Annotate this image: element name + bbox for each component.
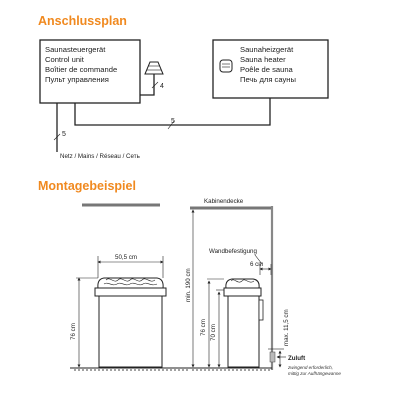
sensor-cable-number: 4 <box>160 83 164 90</box>
heater-cable-number: 5 <box>171 118 175 125</box>
air-inlet-note-2: mittig zur Aufhängewanne <box>288 371 341 376</box>
gap-dimension-label: 6 cm <box>250 261 264 268</box>
min-height-label: min. 190 cm <box>185 268 192 302</box>
heater-height-label: 76 cm <box>70 323 77 340</box>
mains-label: Netz / Mains / Réseau / Сеть <box>60 153 140 160</box>
wall-mount-height-label: 70 cm <box>210 324 217 341</box>
air-inlet-height-label: max. 11,5 cm <box>283 309 290 346</box>
heater-side-view <box>224 279 263 367</box>
air-inlet-note-1: zwingend erforderlich, <box>288 365 333 370</box>
temperature-sensor-icon <box>145 62 163 80</box>
air-inlet-vent <box>270 352 275 362</box>
control-unit-box <box>40 40 140 103</box>
heater-label-ru: Печь для сауны <box>240 75 296 84</box>
sauna-heater-box <box>213 40 328 98</box>
sensor-cable <box>140 80 154 95</box>
heater-front-view <box>95 278 166 367</box>
control-unit-label-fr: Boîtier de commande <box>45 65 118 74</box>
air-inlet-label: Zuluft <box>288 355 306 362</box>
heater-label-en: Sauna heater <box>240 55 286 64</box>
side-heater-height-label: 76 cm <box>200 319 207 336</box>
wall-mount-label: Wandbefestigung <box>209 248 257 255</box>
width-dimension-label: 50,5 cm <box>115 254 138 261</box>
control-unit-label-ru: Пульт управления <box>45 75 109 84</box>
control-unit-label-en: Control unit <box>45 55 84 64</box>
wiring-plan-title: Anschlussplan <box>38 14 127 28</box>
mains-cable-number: 5 <box>62 131 66 138</box>
heater-label-de: Saunaheizgerät <box>240 45 294 54</box>
ceiling-label: Kabinendecke <box>204 198 244 205</box>
mounting-example-title: Montagebeispiel <box>38 179 136 193</box>
heater-label-fr: Poêle de sauna <box>240 65 293 74</box>
control-unit-label-de: Saunasteuergerät <box>45 45 106 54</box>
